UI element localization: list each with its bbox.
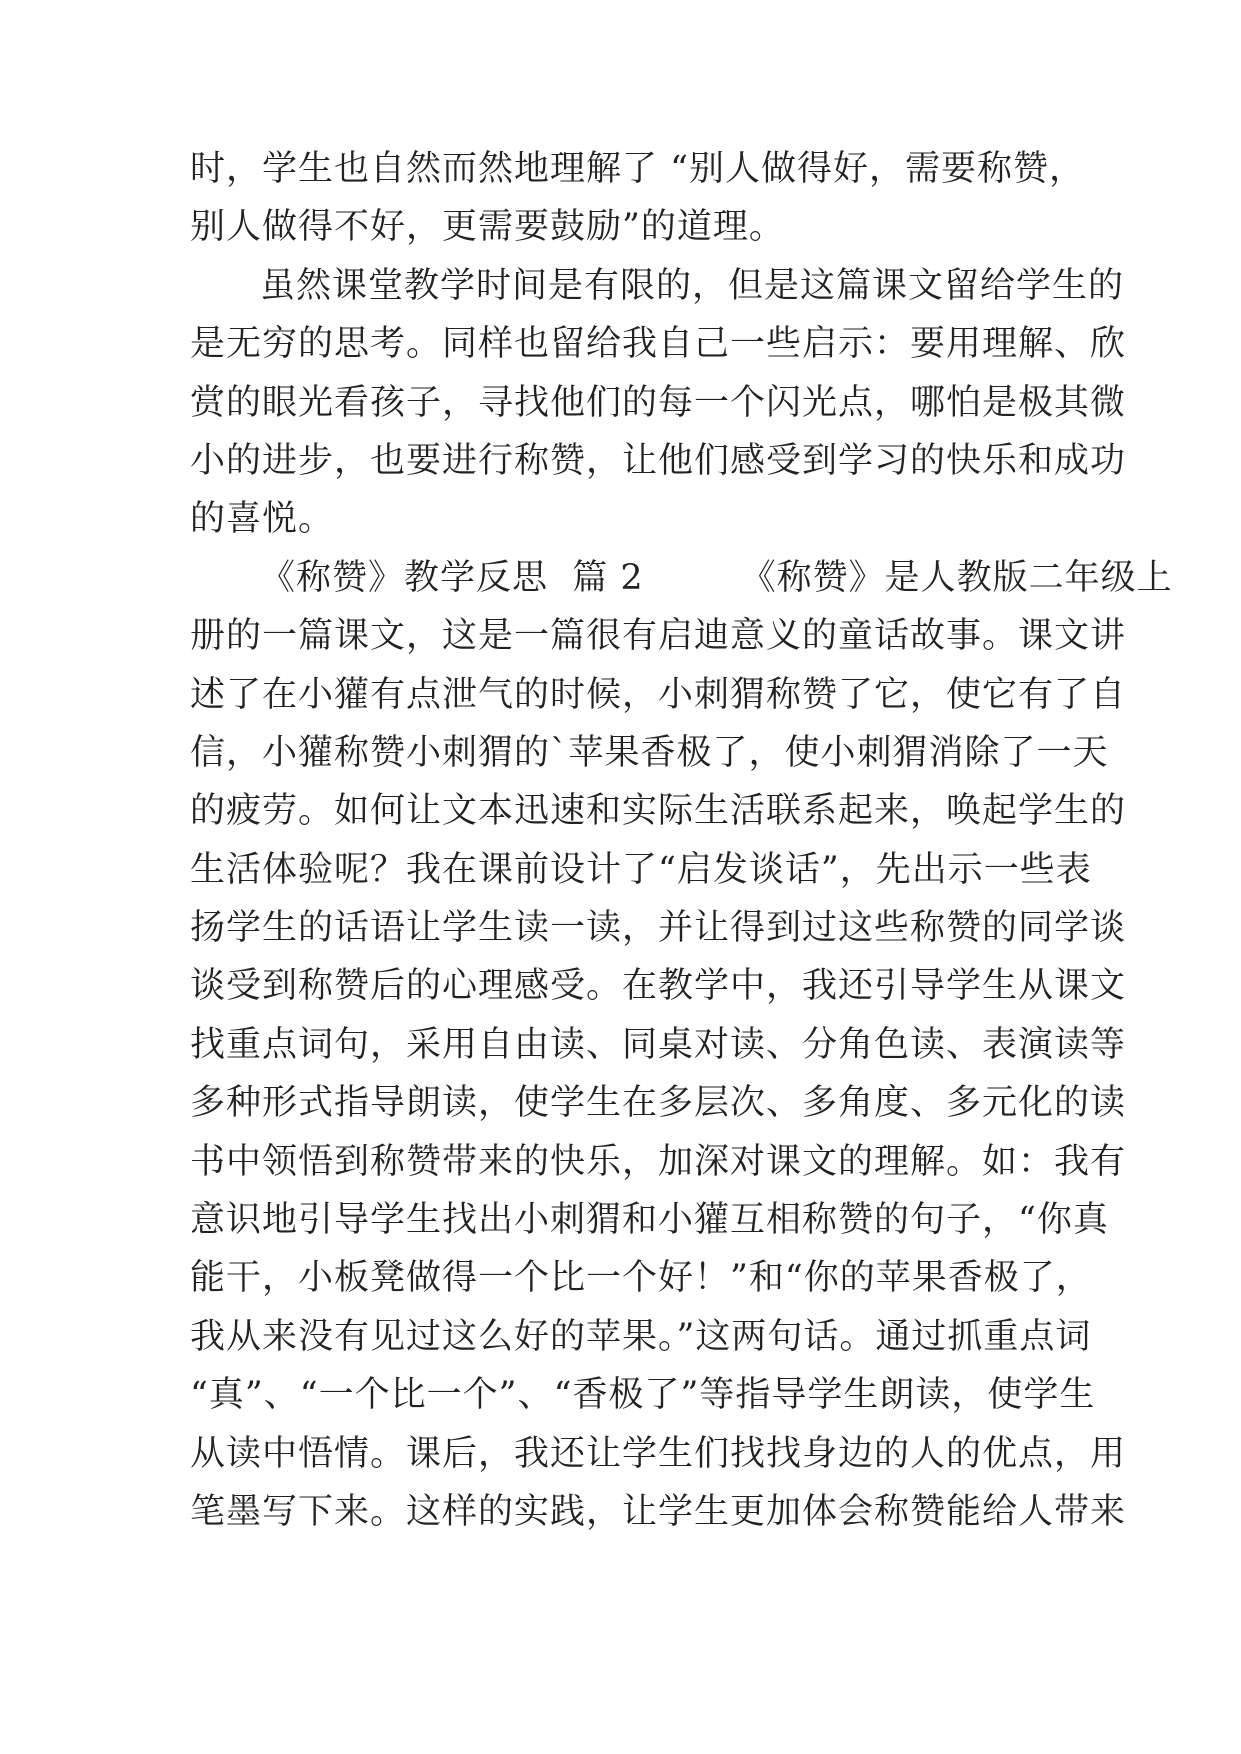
text-line: 能干，小板凳做得一个比一个好！”和“你的苹果香极了， bbox=[190, 1258, 1092, 1299]
text-line: “真”、“一个比一个”、“香极了”等指导学生朗读，使学生 bbox=[190, 1375, 1096, 1416]
text-line: 我从来没有见过这么好的苹果。”这两句话。通过抓重点词 bbox=[190, 1316, 1092, 1357]
text-line: 生活体验呢？我在课前设计了“启发谈话”，先出示一些表 bbox=[190, 849, 1092, 890]
text-line: 的喜悦。 bbox=[190, 499, 335, 540]
text-line: 书中领悟到称赞带来的快乐，加深对课文的理解。如：我有 bbox=[190, 1141, 1127, 1182]
text-line: 从读中悟情。课后，我还让学生们找找身边的人的优点，用 bbox=[190, 1433, 1127, 1474]
text-line: 述了在小獾有点泄气的时候，小刺猬称赞了它，使它有了自 bbox=[190, 674, 1127, 715]
text-line: 扬学生的话语让学生读一读，并让得到过这些称赞的同学谈 bbox=[190, 908, 1127, 949]
text-line: 笔墨写下来。这样的实践，让学生更加体会称赞能给人带来 bbox=[190, 1491, 1127, 1532]
text-line: 别人做得不好，更需要鼓励”的道理。 bbox=[190, 207, 785, 248]
text-line: 册的一篇课文，这是一篇很有启迪意义的童话故事。课文讲 bbox=[190, 616, 1127, 657]
text-line: 谈受到称赞后的心理感受。在教学中，我还引导学生从课文 bbox=[190, 966, 1127, 1007]
text-line: 小的进步，也要进行称赞，让他们感受到学习的快乐和成功 bbox=[190, 440, 1127, 481]
text-line: 找重点词句，采用自由读、同桌对读、分角色读、表演读等 bbox=[190, 1024, 1127, 1065]
text-line: 信，小獾称赞小刺猬的`苹果香极了，使小刺猬消除了一天 bbox=[190, 732, 1109, 773]
text-line: 时，学生也自然而然地理解了 “别人做得好，需要称赞， bbox=[190, 149, 1086, 189]
paragraph-start-line: 虽然课堂教学时间是有限的，但是这篇课文留给学生的 bbox=[260, 265, 1125, 306]
text-line: 意识地引导学生找出小刺猬和小獾互相称赞的句子，“你真 bbox=[190, 1200, 1109, 1241]
text-line: 的疲劳。如何让文本迅速和实际生活联系起来，唤起学生的 bbox=[190, 791, 1127, 832]
section-heading-line: 《称赞》教学反思 篇 2 《称赞》是人教版二年级上 bbox=[260, 557, 1173, 598]
text-line: 赏的眼光看孩子，寻找他们的每一个闪光点，哪怕是极其微 bbox=[190, 382, 1127, 423]
text-line: 多种形式指导朗读，使学生在多层次、多角度、多元化的读 bbox=[190, 1083, 1127, 1124]
text-line: 是无穷的思考。同样也留给我自己一些启示：要用理解、欣 bbox=[190, 324, 1127, 365]
document-body bbox=[190, 140, 1173, 1541]
